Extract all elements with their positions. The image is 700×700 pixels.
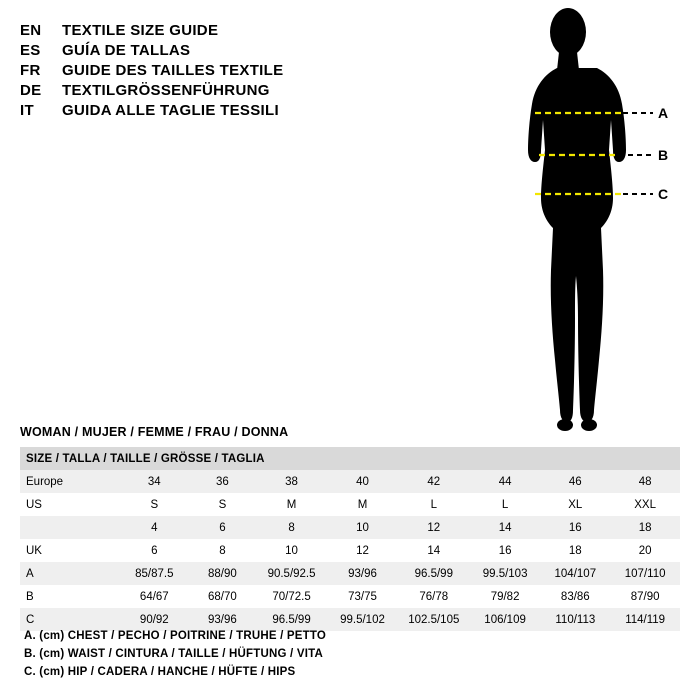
language-row [20,62,490,79]
table-cell: 48 [610,470,680,493]
row-label: UK [20,539,120,562]
measurement-legend [24,630,684,684]
table-cell: 85/87.5 [120,562,189,585]
language-code: ES [20,42,41,59]
legend-line-c: C. (cm) HIP / CADERA / HANCHE / HÜFTE / HIPS [24,666,296,678]
table-cell: 16 [470,539,541,562]
table-header-label: SIZE / TALLA / TAILLE / GRÖSSE / TAGLIA [20,447,680,470]
table-cell: 79/82 [470,585,541,608]
table-cell: M [256,493,327,516]
table-cell: 102.5/105 [398,608,470,631]
table-cell: 10 [327,516,398,539]
language-title: GUIDA ALLE TAGLIE TESSILI [62,102,279,119]
silhouette-body [528,8,626,431]
language-title: GUIDE DES TAILLES TEXTILE [62,62,284,79]
table-cell: M [327,493,398,516]
table-cell: 70/72.5 [256,585,327,608]
language-code: IT [20,102,34,119]
table-cell: 106/109 [470,608,541,631]
table-cell: 114/119 [610,608,680,631]
table-cell: 40 [327,470,398,493]
marker-label-c: C [658,186,669,202]
language-row [20,102,490,119]
language-row [20,42,490,59]
table-cell: XL [540,493,610,516]
table-cell: 96.5/99 [398,562,470,585]
table-cell: 44 [470,470,541,493]
table-cell: 14 [398,539,470,562]
table-cell: 20 [610,539,680,562]
marker-label-b: B [658,147,669,163]
table-cell: 110/113 [540,608,610,631]
table-cell: 18 [610,516,680,539]
table-header-row [20,447,680,470]
row-label: Europe [20,470,120,493]
language-code: FR [20,62,41,79]
row-label: A [20,562,120,585]
table-cell: S [120,493,189,516]
table-cell: XXL [610,493,680,516]
table-cell: 16 [540,516,610,539]
table-cell: 76/78 [398,585,470,608]
table-cell: 12 [327,539,398,562]
table-cell: L [470,493,541,516]
table-cell: 6 [120,539,189,562]
table-row [20,585,680,608]
female-silhouette-figure [495,0,700,440]
table-cell: 99.5/102 [327,608,398,631]
table-cell: 4 [120,516,189,539]
table-cell: 6 [189,516,256,539]
table-cell: 36 [189,470,256,493]
table-cell: 68/70 [189,585,256,608]
row-label [20,516,120,539]
legend-line-a: A. (cm) CHEST / PECHO / POITRINE / TRUHE / PETTO [24,630,327,642]
size-table [20,447,680,631]
table-cell: 42 [398,470,470,493]
language-title: GUÍA DE TALLAS [62,42,191,59]
table-cell: 90/92 [120,608,189,631]
table-cell: 90.5/92.5 [256,562,327,585]
table-cell: 107/110 [610,562,680,585]
table-cell: L [398,493,470,516]
size-table-section [20,425,680,631]
table-cell: 64/67 [120,585,189,608]
table-cell: 93/96 [189,608,256,631]
table-cell: 83/86 [540,585,610,608]
table-cell: 8 [256,516,327,539]
row-label: C [20,608,120,631]
language-title: TEXTILE SIZE GUIDE [62,22,219,39]
table-row [20,562,680,585]
table-row [20,608,680,631]
language-row [20,82,490,99]
table-cell: 87/90 [610,585,680,608]
table-cell: 14 [470,516,541,539]
legend-line-b: B. (cm) WAIST / CINTURA / TAILLE / HÜFTUNG / VITA [24,648,323,660]
table-cell: 18 [540,539,610,562]
table-row [20,470,680,493]
language-row [20,22,490,39]
marker-label-a: A [658,105,669,121]
table-cell: 99.5/103 [470,562,541,585]
table-cell: 73/75 [327,585,398,608]
table-cell: S [189,493,256,516]
table-cell: 46 [540,470,610,493]
table-row [20,539,680,562]
table-cell: 88/90 [189,562,256,585]
table-row [20,516,680,539]
language-code: DE [20,82,42,99]
table-cell: 38 [256,470,327,493]
table-cell: 104/107 [540,562,610,585]
table-cell: 10 [256,539,327,562]
language-title-block [20,22,490,122]
table-cell: 34 [120,470,189,493]
table-row [20,493,680,516]
table-group-title: WOMAN / MUJER / FEMME / FRAU / DONNA [20,425,289,439]
language-title: TEXTILGRÖSSENFÜHRUNG [62,82,270,99]
row-label: US [20,493,120,516]
table-cell: 96.5/99 [256,608,327,631]
language-code: EN [20,22,42,39]
row-label: B [20,585,120,608]
table-cell: 12 [398,516,470,539]
table-cell: 8 [189,539,256,562]
table-cell: 93/96 [327,562,398,585]
